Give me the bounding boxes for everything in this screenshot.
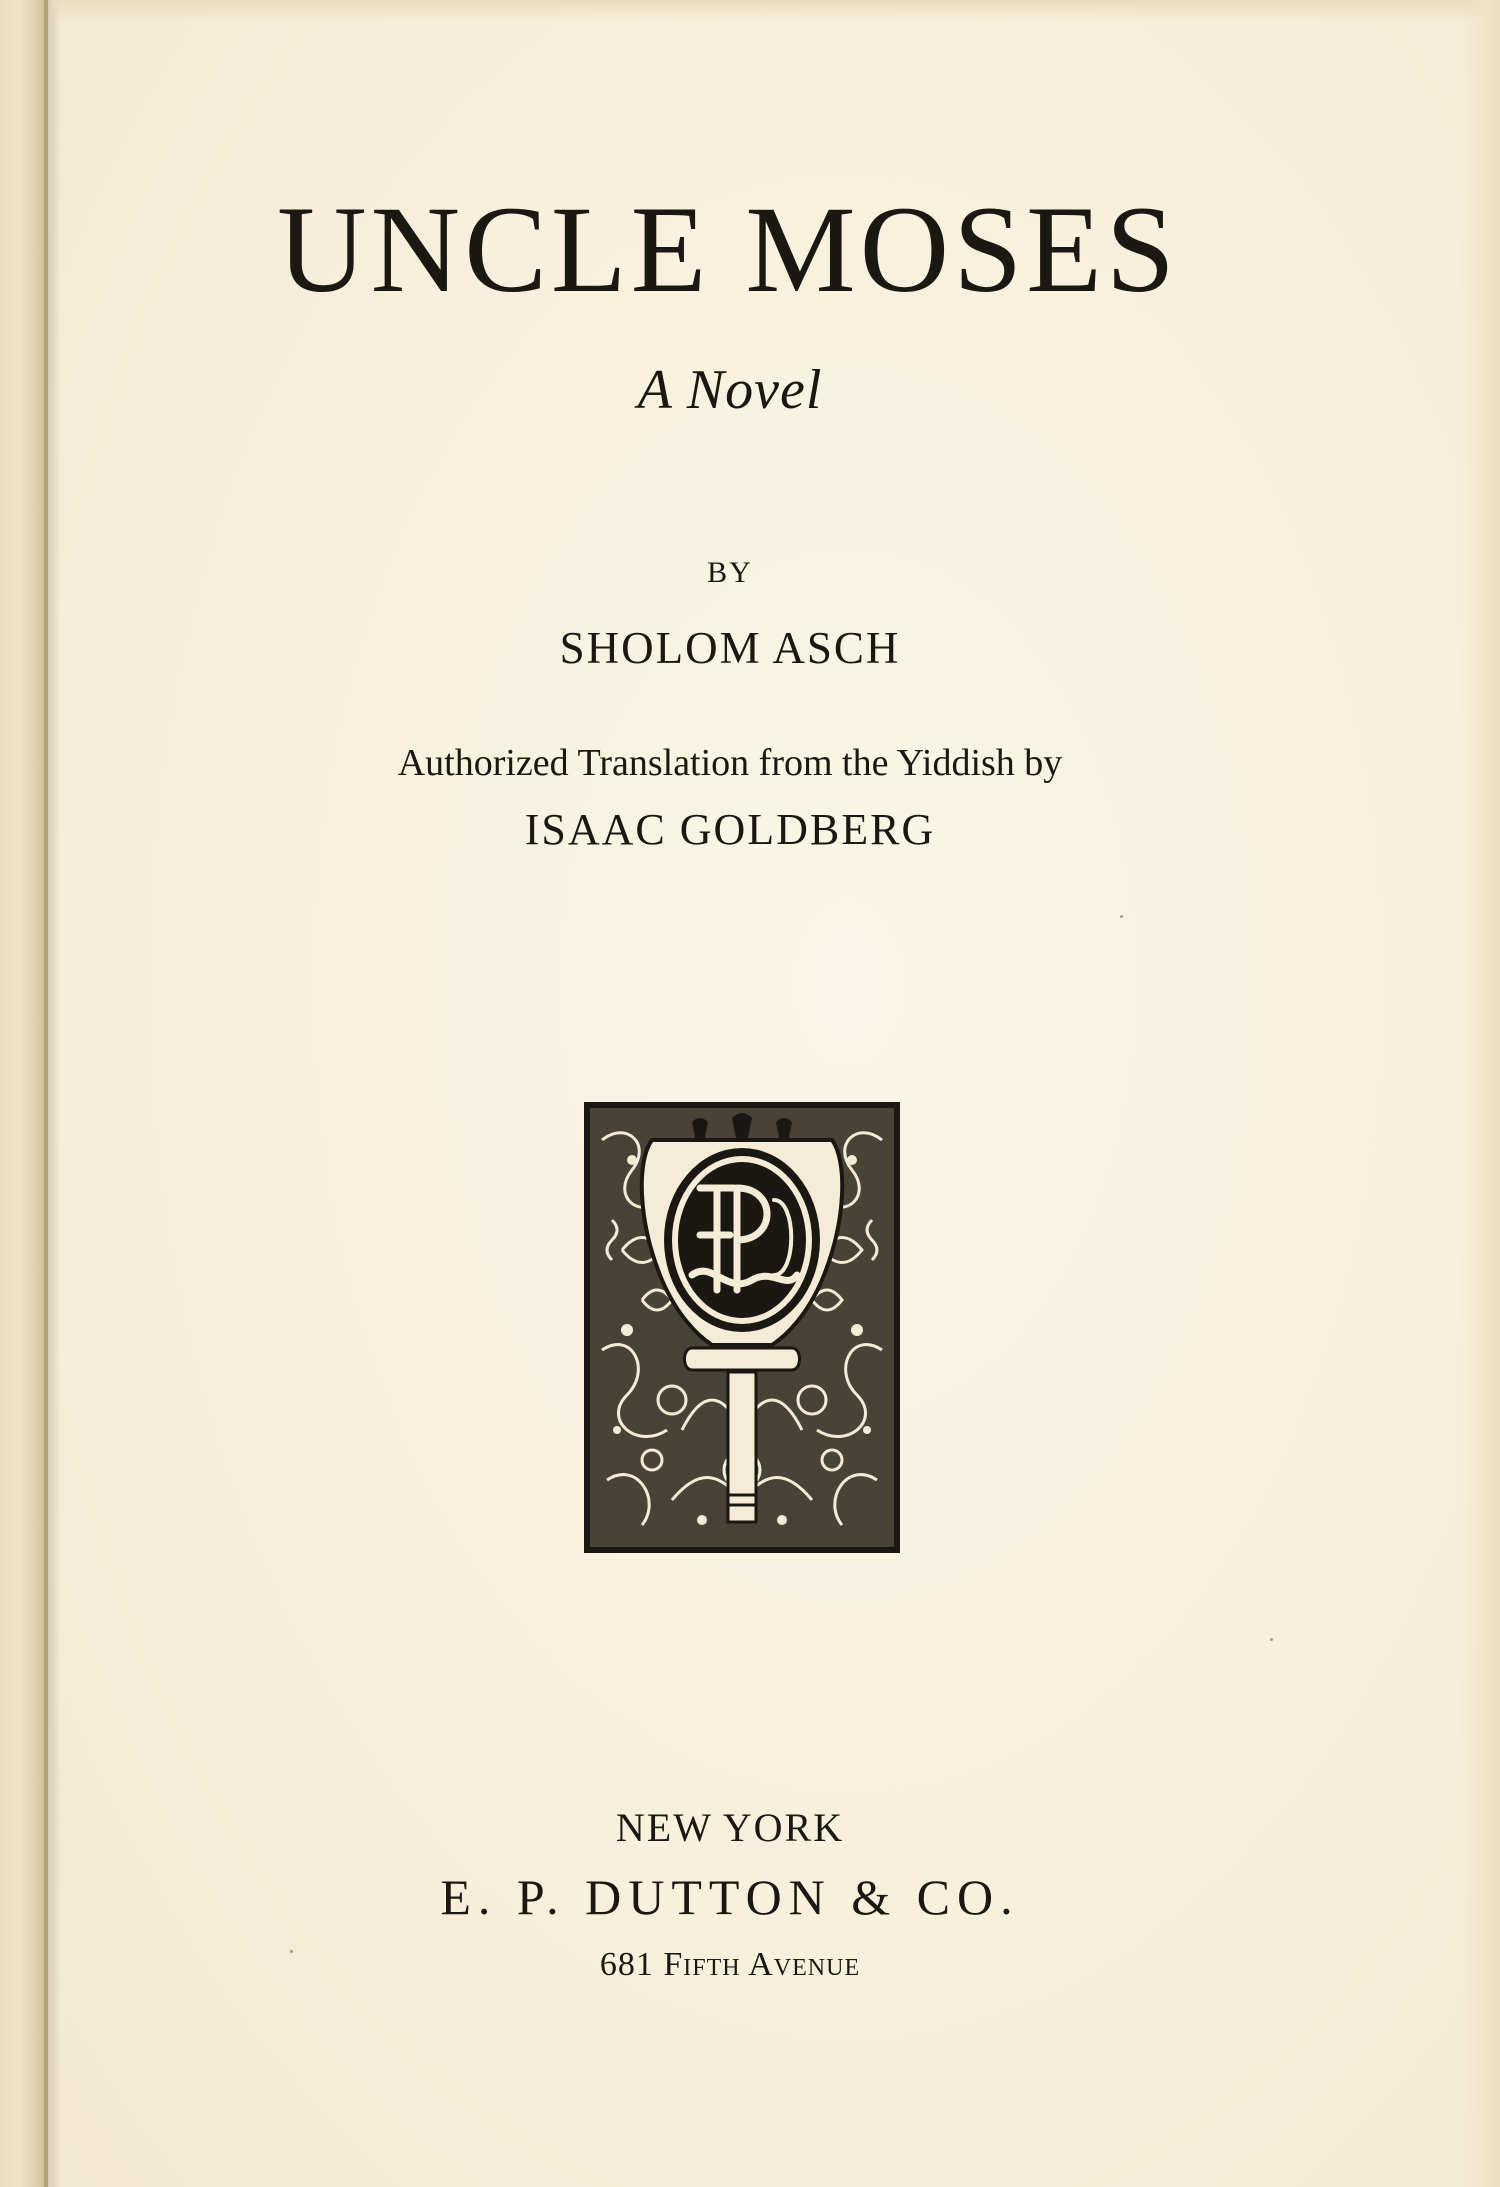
book-title: UNCLE MOSES [277,181,1179,318]
printers-device-emblem [582,1100,902,1555]
imprint-publisher: E. P. DUTTON & CO. [440,1869,1020,1925]
translator-name: ISAAC GOLDBERG [524,805,936,854]
title-page [52,0,1500,2187]
page-right-edge [1460,0,1500,2187]
paper-speck [1120,915,1123,918]
address-number: 681 [599,1946,654,1983]
translation-note: Authorized Translation from the Yiddish by [397,742,1063,784]
paper-speck [290,1950,293,1953]
gutter-shadow [44,0,60,2187]
address-street: Fifth Avenue [663,1946,861,1983]
paper-speck [1270,1638,1273,1641]
imprint-city: NEW YORK [615,1805,845,1850]
book-subtitle: A Novel [637,359,823,421]
book-binding [0,0,48,2187]
by-line: BY [707,556,753,589]
imprint-address [40,1948,1420,1982]
page-top-edge [52,0,1500,22]
author-name: SHOLOM ASCH [559,623,901,673]
